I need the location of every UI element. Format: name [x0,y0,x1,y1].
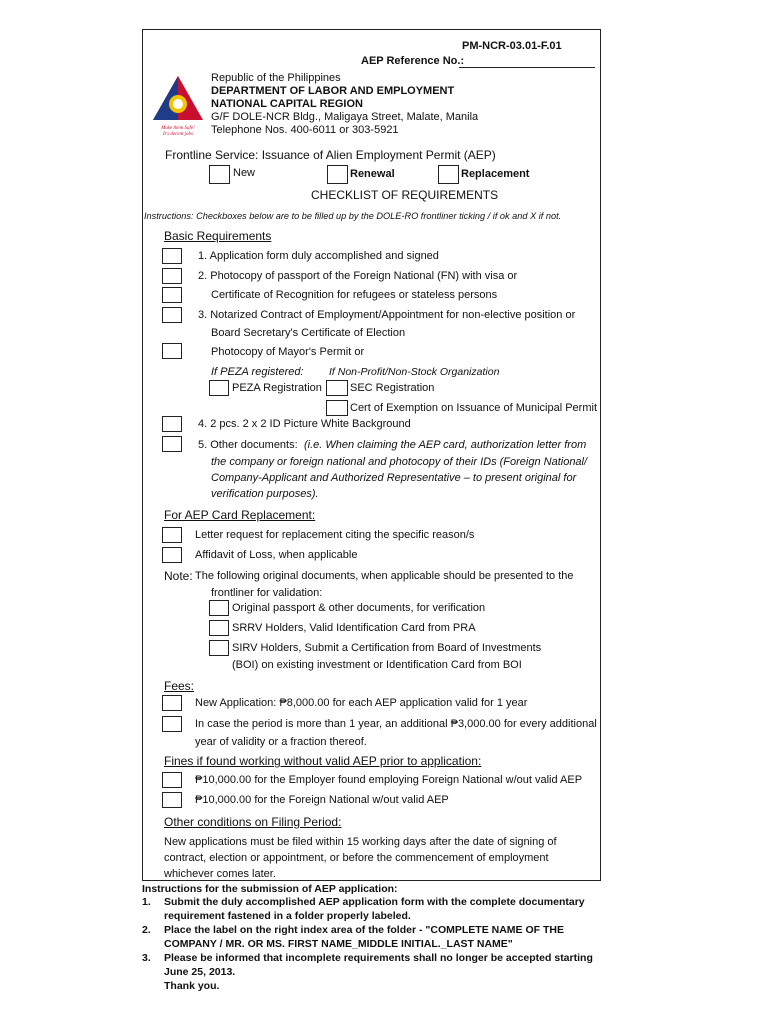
submission-thank-you: Thank you. [164,980,220,992]
replacement-label: Replacement [461,168,530,180]
department-name: DEPARTMENT OF LABOR AND EMPLOYMENT [211,85,455,97]
mayor-permit: Photocopy of Mayor's Permit or [211,346,365,358]
peza-if-label: If PEZA registered: [211,366,304,378]
checkbox-fee-additional[interactable] [162,716,182,732]
checklist-title: CHECKLIST OF REQUIREMENTS [311,188,499,202]
note-sub3a: SIRV Holders, Submit a Certification from Board of Investments [232,642,542,654]
checkbox-item4[interactable] [162,416,182,432]
checkbox-mayor[interactable] [162,343,182,359]
instructions-text: Instructions: Checkboxes below are to be filled up by the DOLE-RO frontliner ticking / if ok and X if not. [144,211,562,221]
basic-item5-line2: the company or foreign national and photocopy of their IDs (Foreign National/ [211,456,588,468]
frontline-service: Frontline Service: Issuance of Alien Employment Permit (AEP) [165,148,496,162]
checkbox-cert-exempt[interactable] [326,400,348,416]
submission-step1b: requirement fastened in a folder properly labeled. [164,910,411,922]
fees-item2a: In case the period is more than 1 year, an additional ₱3,000.00 for every additional [195,718,597,730]
checkbox-fine-foreign-national[interactable] [162,792,182,808]
submission-number-2: 2. [142,924,151,936]
basic-item5-line1: (i.e. When claiming the AEP card, authorization letter from [304,439,587,451]
note-line1: The following original documents, when applicable should be presented to the [195,570,574,582]
checkbox-item1[interactable] [162,248,182,264]
agency-telephone: Telephone Nos. 400-6011 or 303-5921 [211,124,399,136]
submission-number-1: 1. [142,896,151,908]
form-code: PM-NCR-03.01-F.01 [462,40,562,52]
svg-text:It's decent jobs: It's decent jobs [163,132,193,137]
renewal-checkbox[interactable] [327,165,348,184]
checkbox-fine-employer[interactable] [162,772,182,788]
checkbox-srrv[interactable] [209,620,229,636]
conditions-line1: New applications must be filed within 15 working days after the date of signing of [164,836,557,848]
agency-address: G/F DOLE-NCR Bldg., Maligaya Street, Malate, Manila [211,111,479,123]
checkbox-original-passport[interactable] [209,600,229,616]
fees-item2b: year of validity or a fraction thereof. [195,736,367,748]
checkbox-sirv[interactable] [209,640,229,656]
fines-item1: ₱10,000.00 for the Employer found employing Foreign National w/out valid AEP [195,774,583,786]
checkbox-sec[interactable] [326,380,348,396]
basic-item3a: 3. Notarized Contract of Employment/Appointment for non-elective position or [198,309,576,321]
fines-heading: Fines if found working without valid AEP prior to application: [164,754,482,768]
checkbox-item2a[interactable] [162,268,182,284]
note-label: Note: [164,569,193,583]
peza-registration: PEZA Registration [232,382,322,394]
replacement-item2: Affidavit of Loss, when applicable [195,549,358,561]
republic-text: Republic of the Philippines [211,72,341,84]
dole-logo [149,72,207,138]
checkbox-item2b[interactable] [162,287,182,303]
submission-step3b: June 25, 2013. [164,966,236,978]
conditions-heading: Other conditions on Filing Period: [164,815,342,829]
checkbox-fee-new[interactable] [162,695,182,711]
fines-item2: ₱10,000.00 for the Foreign National w/out valid AEP [195,794,449,806]
basic-item3b: Board Secretary's Certificate of Election [211,327,406,339]
submission-step2a: Place the label on the right index area of the folder - "COMPLETE NAME OF THE [164,924,564,936]
note-sub2: SRRV Holders, Valid Identification Card from PRA [232,622,476,634]
basic-item5-lead: 5. Other documents: [198,439,298,451]
note-sub3b: (BOI) on existing investment or Identification Card from BOI [232,659,522,671]
sec-registration: SEC Registration [350,382,435,394]
renewal-label: Renewal [350,168,395,180]
basic-item1: 1. Application form duly accomplished and signed [198,250,439,262]
aep-reference-field[interactable] [459,67,595,68]
basic-item5-line4: verification purposes). [211,488,319,500]
replacement-checkbox[interactable] [438,165,459,184]
basic-item5-line3: Company-Applicant and Authorized Representative – to present original for [211,472,577,484]
submission-step1a: Submit the duly accomplished AEP application form with the complete documentary [164,896,585,908]
checkbox-item5[interactable] [162,436,182,452]
submission-number-3: 3. [142,952,151,964]
new-label: New [233,167,256,179]
new-checkbox[interactable] [209,165,230,184]
fees-item1: New Application: ₱8,000.00 for each AEP application valid for 1 year [195,697,528,709]
submission-heading: Instructions for the submission of AEP application: [142,883,398,895]
basic-item2b: Certificate of Recognition for refugees or stateless persons [211,289,498,301]
note-sub1: Original passport & other documents, for verification [232,602,486,614]
conditions-line2: contract, election or appointment, or before the commencement of employment [164,852,549,864]
conditions-line3: whichever comes later. [164,868,276,880]
fees-heading: Fees: [164,679,195,693]
submission-step3a: Please be informed that incomplete requirements shall no longer be accepted starting [164,952,593,964]
checkbox-affidavit[interactable] [162,547,182,563]
svg-text:Make them Safe!: Make them Safe! [161,126,195,131]
aep-reference-label: AEP Reference No.: [361,55,465,67]
region-name: NATIONAL CAPITAL REGION [211,98,363,110]
checkbox-peza[interactable] [209,380,229,396]
checkbox-letter-request[interactable] [162,527,182,543]
basic-item4: 4. 2 pcs. 2 x 2 ID Picture White Background [198,418,411,430]
replacement-heading: For AEP Card Replacement: [164,508,316,522]
submission-step2b: COMPANY / MR. OR MS. FIRST NAME_MIDDLE INITIAL._LAST NAME" [164,938,513,950]
checkbox-item3[interactable] [162,307,182,323]
cert-exemption: Cert of Exemption on Issuance of Municipal Permit [350,402,598,414]
nonprofit-if-label: If Non-Profit/Non-Stock Organization [329,366,500,378]
basic-requirements-heading: Basic Requirements [164,229,272,243]
note-line2: frontliner for validation: [211,587,323,599]
basic-item2a: 2. Photocopy of passport of the Foreign National (FN) with visa or [198,270,518,282]
replacement-item1: Letter request for replacement citing the specific reason/s [195,529,475,541]
